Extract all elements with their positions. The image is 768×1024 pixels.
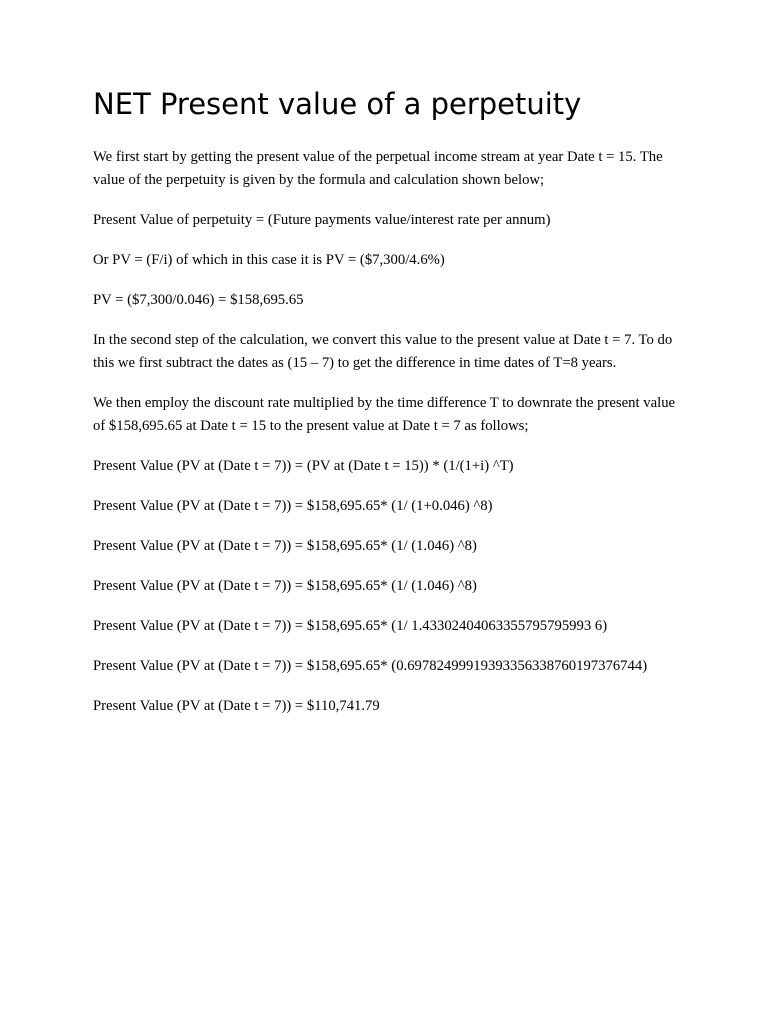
calculation-line: Present Value (PV at (Date t = 7)) = $158,695.65* (1/ (1+0.046) ^8) xyxy=(93,498,493,514)
paragraph-pv-result: PV = ($7,300/0.046) = $158,695.65 xyxy=(93,292,304,308)
paragraph-second-step: In the second step of the calculation, we convert this value to the present value at Date t = 7. To do this we first subtract the dates as (15 – 7) to get the difference in time dates of T=8 years. xyxy=(93,332,673,371)
paragraph-formula-short: Or PV = (F/i) of which in this case it is PV = ($7,300/4.6%) xyxy=(93,252,445,268)
document-title: NET Present value of a perpetuity xyxy=(93,87,582,121)
document-content xyxy=(93,86,678,735)
calculation-line: Present Value (PV at (Date t = 7)) = $158,695.65* (1/ (1.046) ^8) xyxy=(93,578,477,594)
calculation-line: Present Value (PV at (Date t = 7)) = $158,695.65* (0.69782499919393356338760197376744) xyxy=(93,658,648,674)
calculation-line: Present Value (PV at (Date t = 7)) = $158,695.65* (1/ (1.046) ^8) xyxy=(93,538,477,554)
paragraph-formula-definition: Present Value of perpetuity = (Future payments value/interest rate per annum) xyxy=(93,212,551,228)
calculation-line: Present Value (PV at (Date t = 7)) = (PV at (Date t = 15)) * (1/(1+i) ^T) xyxy=(93,458,514,474)
calculation-line: Present Value (PV at (Date t = 7)) = $158,695.65* (1/ 1.43302404063355795795993 6) xyxy=(93,618,608,634)
paragraph-discount-explanation: We then employ the discount rate multiplied by the time difference T to downrate the present value of $158,695.65 at Date t = 15 to the present value at Date t = 7 as follows; xyxy=(93,395,676,434)
paragraph-intro: We first start by getting the present value of the perpetual income stream at year Date t = 15. The value of the perpetuity is given by the formula and calculation shown below; xyxy=(93,149,663,188)
calculation-result: Present Value (PV at (Date t = 7)) = $110,741.79 xyxy=(93,698,380,714)
document-body xyxy=(93,146,678,718)
